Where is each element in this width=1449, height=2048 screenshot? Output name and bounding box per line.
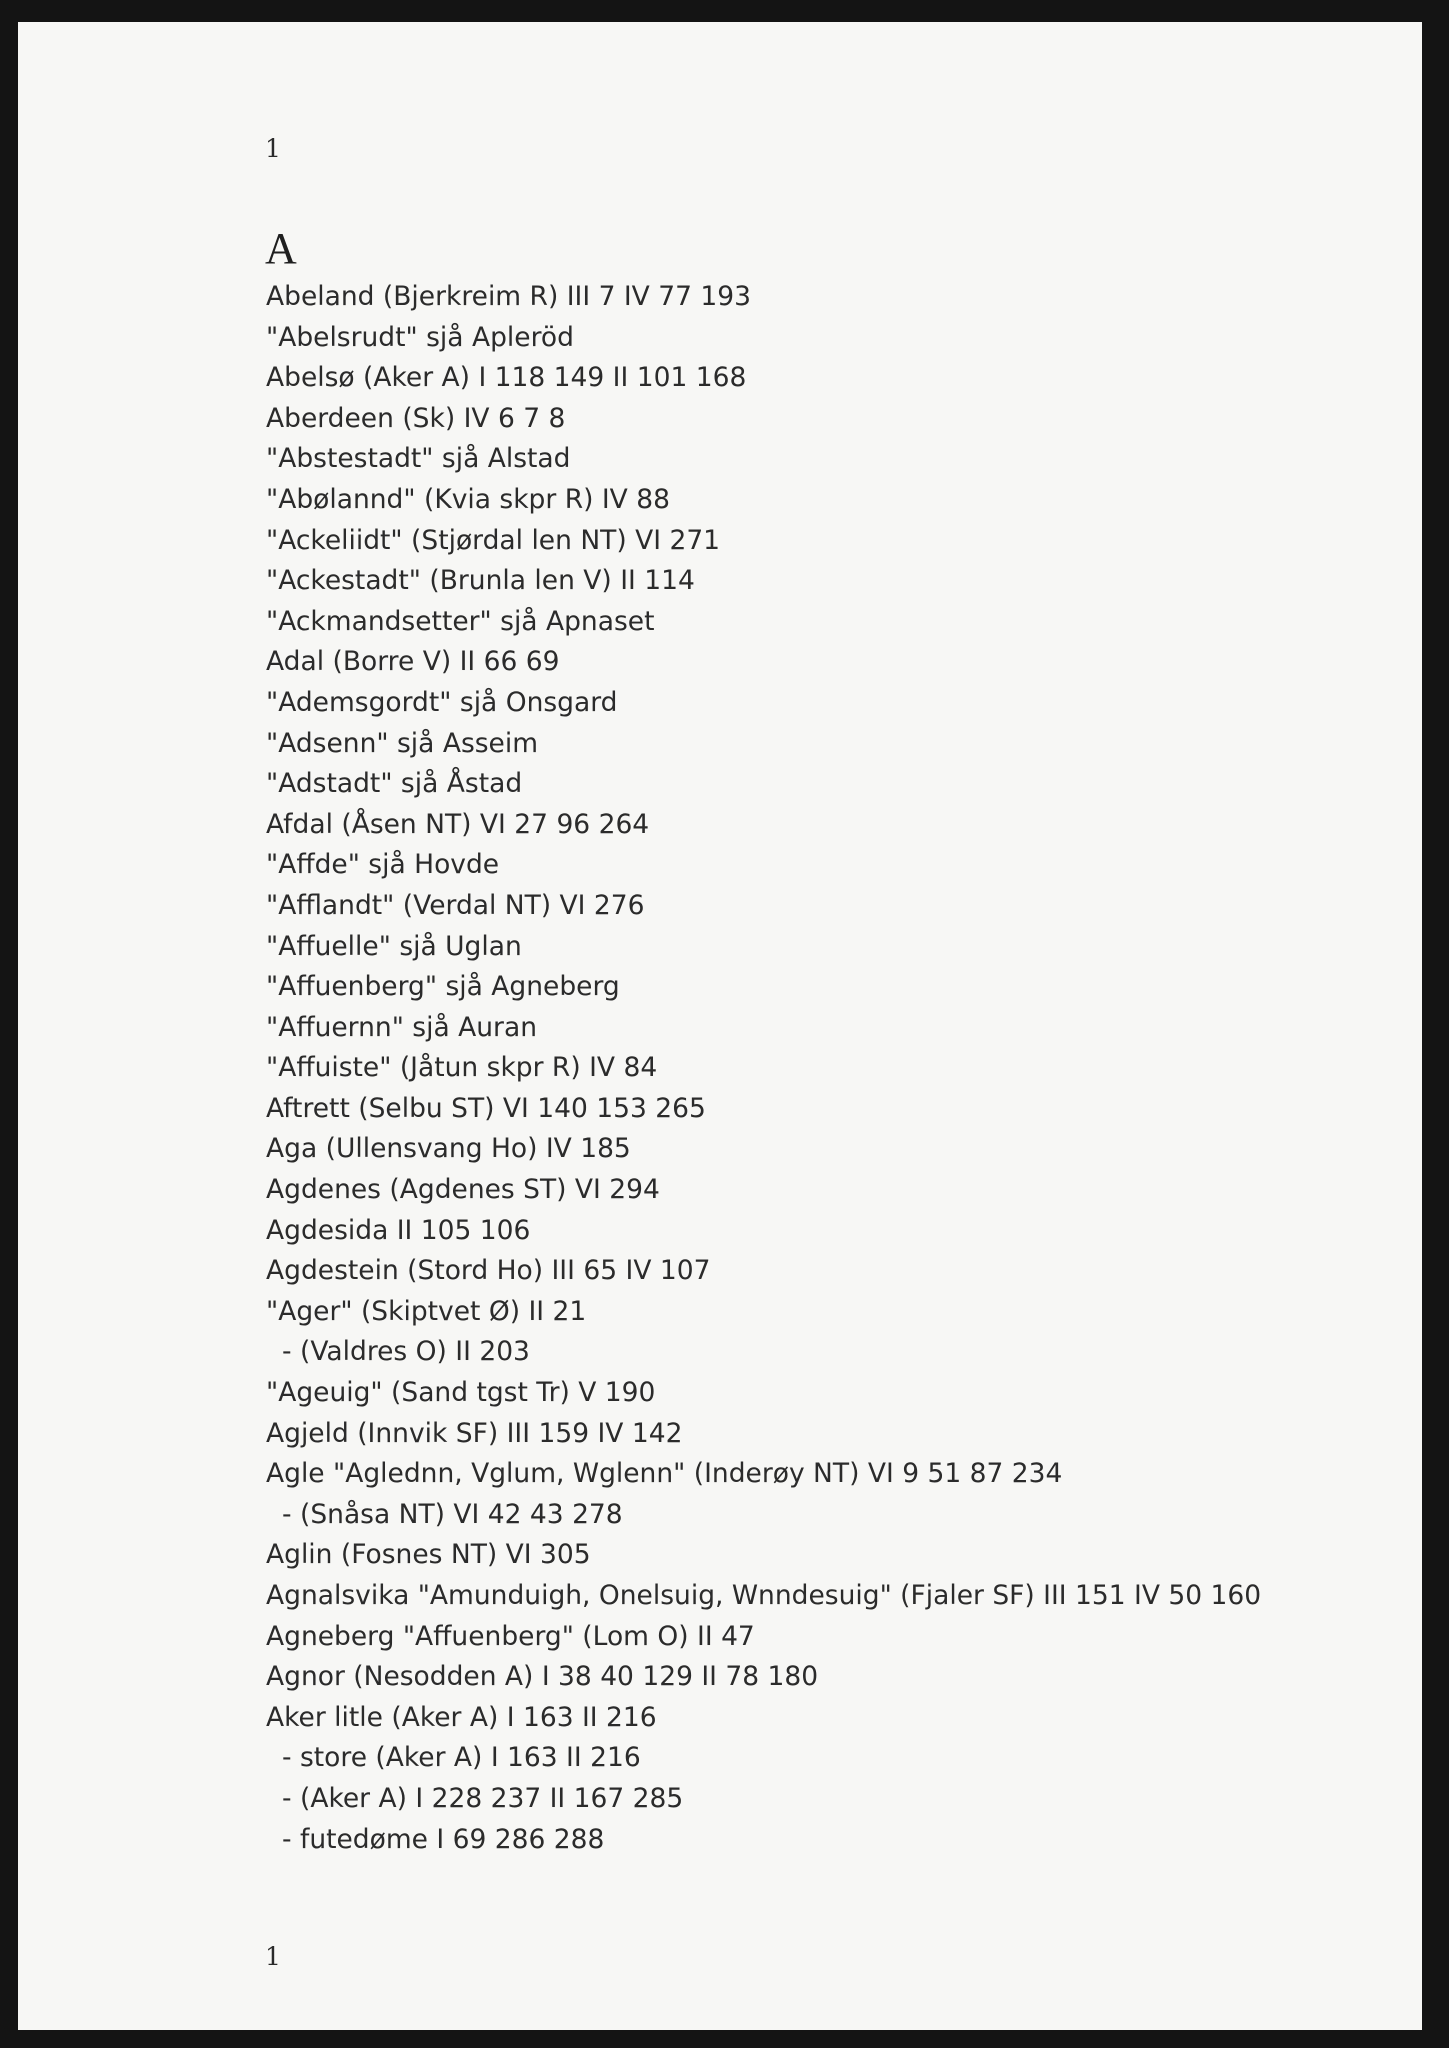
index-entry-list: [266, 277, 1396, 1860]
index-entry: Agnor (Nesodden A) I 38 40 129 II 78 180: [266, 1661, 819, 1693]
index-entry: Agdestein (Stord Ho) III 65 IV 107: [266, 1255, 711, 1287]
index-sub-entry: - (Aker A) I 228 237 II 167 285: [282, 1782, 684, 1814]
index-entry: Agneberg "Affuenberg" (Lom O) II 47: [266, 1620, 755, 1652]
index-entry: Agdesida II 105 106: [266, 1214, 531, 1246]
index-entry: Aga (Ullensvang Ho) IV 185: [266, 1133, 631, 1165]
index-entry: "Abelsrudt" sjå Apleröd: [266, 321, 574, 353]
index-entry: "Ackmandsetter" sjå Apnaset: [266, 605, 655, 637]
index-entry: Agdenes (Agdenes ST) VI 294: [266, 1174, 660, 1206]
index-entry: "Ager" (Skiptvet Ø) II 21: [266, 1295, 587, 1327]
index-entry: "Affde" sjå Hovde: [266, 849, 500, 881]
index-entry: "Ackeliidt" (Stjørdal len NT) VI 271: [266, 524, 721, 556]
index-entry: "Affuiste" (Jåtun skpr R) IV 84: [266, 1052, 658, 1084]
index-entry: "Abølannd" (Kvia skpr R) IV 88: [266, 483, 670, 515]
index-sub-entry: - futedøme I 69 286 288: [282, 1823, 605, 1855]
index-sub-entry: - (Valdres O) II 203: [282, 1336, 530, 1368]
index-entry: Agjeld (Innvik SF) III 159 IV 142: [266, 1417, 683, 1449]
section-letter-heading: A: [265, 224, 297, 273]
index-entry: "Afflandt" (Verdal NT) VI 276: [266, 889, 645, 921]
index-entry: Adal (Borre V) II 66 69: [266, 646, 560, 678]
index-entry: Aglin (Fosnes NT) VI 305: [266, 1539, 591, 1571]
index-entry: "Adsenn" sjå Asseim: [266, 727, 539, 759]
index-entry: "Ademsgordt" sjå Onsgard: [266, 686, 618, 718]
index-entry: "Abstestadt" sjå Alstad: [266, 443, 571, 475]
index-entry: Agle "Aglednn, Vglum, Wglenn" (Inderøy NT) VI 9 51 87 234: [266, 1458, 1063, 1490]
index-entry: "Ackestadt" (Brunla len V) II 114: [266, 565, 695, 597]
index-entry: Afdal (Åsen NT) VI 27 96 264: [266, 808, 650, 840]
index-sub-entry: - store (Aker A) I 163 II 216: [282, 1742, 641, 1774]
index-entry: "Affuernn" sjå Auran: [266, 1011, 537, 1043]
index-entry: Abelsø (Aker A) I 118 149 II 101 168: [266, 362, 747, 394]
index-entry: Aftrett (Selbu ST) VI 140 153 265: [266, 1092, 706, 1124]
index-entry: Agnalsvika "Amunduigh, Onelsuig, Wnndesuig" (Fjaler SF) III 151 IV 50 160: [266, 1580, 1262, 1611]
index-entry: "Ageuig" (Sand tgst Tr) V 190: [266, 1377, 656, 1409]
document-page: [18, 22, 1422, 2030]
index-entry: "Affuenberg" sjå Agneberg: [266, 971, 620, 1003]
page-number-bottom: 1: [265, 1942, 281, 1971]
index-entry: "Affuelle" sjå Uglan: [266, 930, 522, 962]
index-entry: Aberdeen (Sk) IV 6 7 8: [266, 402, 566, 434]
index-sub-entry: - (Snåsa NT) VI 42 43 278: [282, 1498, 623, 1530]
index-entry: Aker litle (Aker A) I 163 II 216: [266, 1701, 657, 1733]
index-entry: "Adstadt" sjå Åstad: [266, 768, 523, 800]
index-entry: Abeland (Bjerkreim R) III 7 IV 77 193: [266, 281, 751, 312]
page-number-top: 1: [265, 134, 281, 163]
